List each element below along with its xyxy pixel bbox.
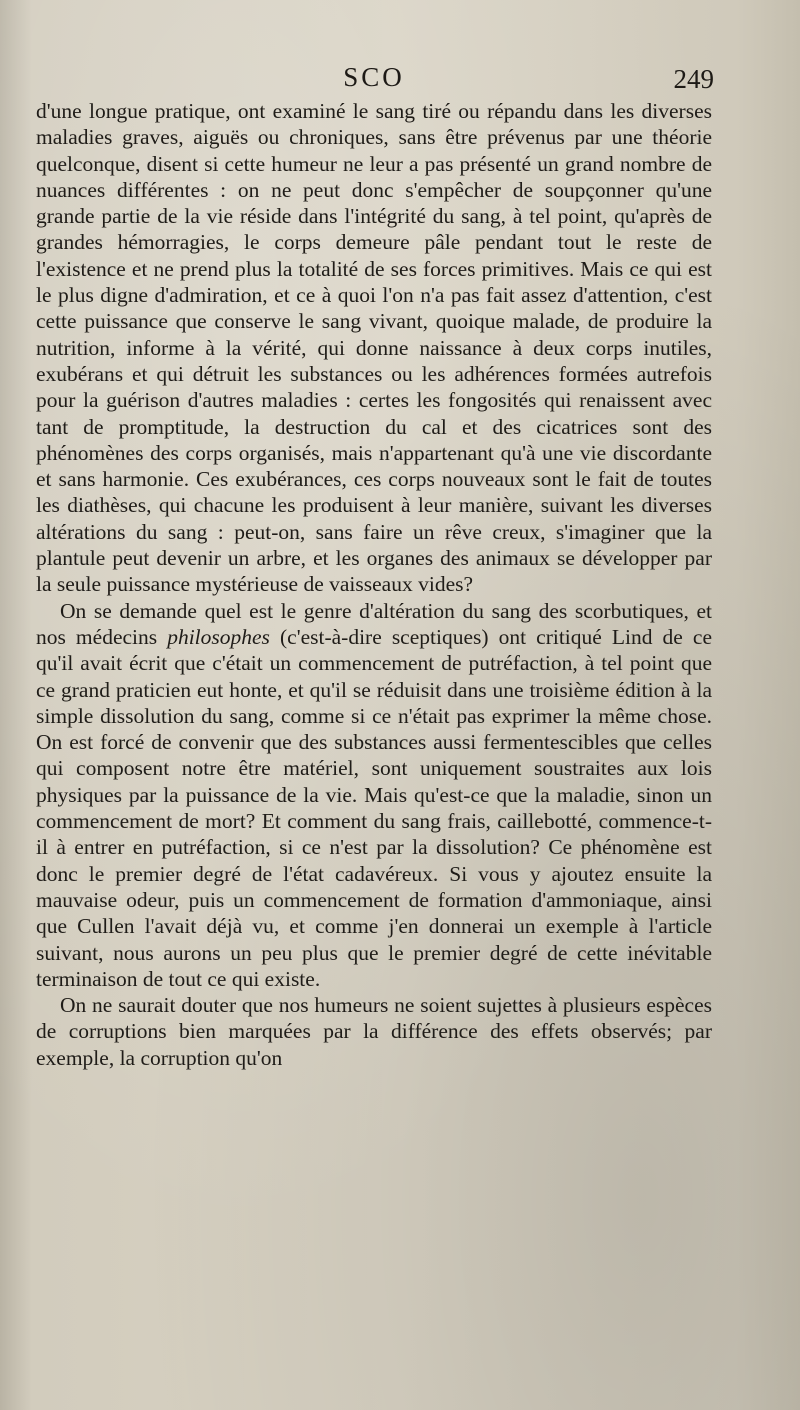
paragraph-text-segment: (c'est-à-dire sceptiques) ont critiqué Lind de ce qu'il avait écrit que c'était un commencement de putréfaction, à tel point que ce grand praticien eut honte, et qu'il se réduisit dans une troisième édition à la simple dissolution du sang, comme si ce n'était pas exprimer la même chose. On est forcé de convenir que des substances aussi fermentescibles que celles qui composent notre être matériel, sont uniquement soustraites aux lois physiques par la puissance de la vie. Mais qu'est-ce que la maladie, sinon un commencement de mort? Et comment du sang frais, caillebotté, commence-t-il à entrer en putréfaction, si ce n'est par la dissolution? Ce phénomène est donc le premier degré de l'état cadavéreux. Si vous y ajoutez ensuite la mauvaise odeur, puis un commencement de formation d'ammoniaque, ainsi que Cullen l'avait déjà vu, et comme j'en donnerai un exemple à l'article suivant, nous aurons un peu plus que le premier degré de cette inévitable terminaison de tout ce qui existe. (36, 624, 713, 991)
running-head (36, 62, 712, 98)
paragraph-continuation: d'une longue pratique, ont examiné le sang tiré ou répandu dans les diverses maladies graves, aiguës ou chroniques, sans être prévenus par une théorie quelconque, disent si cette humeur ne leur a pas présenté un grand nombre de nuances différentes : on ne peut donc s'empêcher de soupçonner qu'une grande partie de la vie réside dans l'intégrité du sang, à tel point, qu'après de grandes hémorragies, le corps demeure pâle pendant tout le reste de l'existence et ne prend plus la totalité de ses forces primitives. Mais ce qui est le plus digne d'admiration, et ce à quoi l'on n'a pas fait assez d'attention, c'est cette puissance que conserve le sang vivant, quoique malade, de produire la nutrition, informe à la vérité, qui donne naissance à deux corps inutiles, exubérans et qui détruit les substances ou les adhérences formées autrefois pour la guérison d'autres maladies : certes les fongosités qui renaissent avec tant de promptitude, la destruction du cal et des cicatrices sont des phénomènes des corps organisés, mais n'appartenant qu'à une vie discordante et sans harmonie. Ces exubérances, ces corps nouveaux sont le fait de toutes les diathèses, qui chacune les produisent à leur manière, suivant les diverses altérations du sang : peut-on, sans faire un rêve creux, s'imaginer que la plantule peut devenir un arbre, et les organes des animaux se développer par la seule puissance mystérieuse de vaisseaux vides? (36, 99, 712, 597)
italic-term: philosophes (167, 624, 270, 649)
paragraph-scorbutic-blood (36, 598, 712, 992)
page-number: 249 (673, 64, 714, 94)
body-text (36, 98, 712, 1071)
paragraph-text-segment: On se demande quel est le genre d'altération du sang des scorbutiques, et nos médecins (36, 598, 712, 649)
running-title: SCO (343, 62, 405, 92)
paragraph-corruptions: On ne saurait douter que nos humeurs ne soient sujettes à plusieurs espèces de corruptions bien marquées par la différence des effets observés; par exemple, la corruption qu'on (36, 993, 712, 1070)
